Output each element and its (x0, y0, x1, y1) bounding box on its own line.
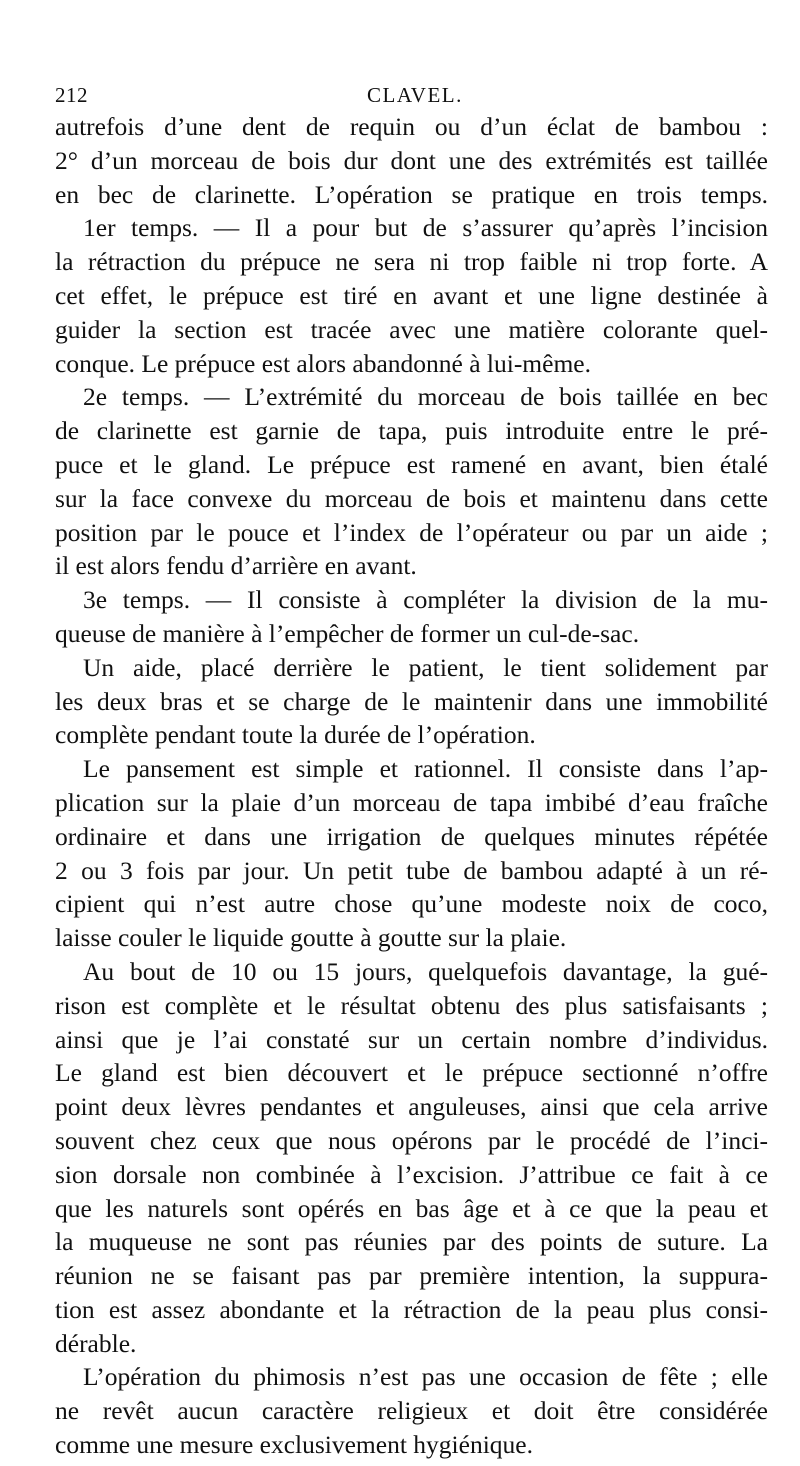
running-head: CLAVEL. (367, 83, 463, 107)
text-line: guider la section est tracée avec une matière colorante quel- (55, 314, 768, 344)
text-line: en bec de clarinette. L’opération se pratique en trois temps. (55, 179, 768, 209)
text-line: dérable. (55, 1328, 137, 1358)
text-line: sur la face convexe du morceau de bois et maintenu dans cette (55, 483, 768, 513)
text-line: de clarinette est garnie de tapa, puis introduite entre le pré- (55, 416, 768, 446)
text-line: sion dorsale non combinée à l’excision. J’attribue ce fait à ce (55, 1159, 768, 1189)
text-line: complète pendant toute la durée de l’opération. (55, 720, 536, 750)
text-line: ordinaire et dans une irrigation de quelques minutes répétée (55, 821, 768, 851)
text-line: ne revêt aucun caractère religieux et doit être considérée (55, 1396, 768, 1426)
text-line: L’opération du phimosis n’est pas une occasion de fête ; elle (83, 1362, 768, 1392)
text-line: cipient qui n’est autre chose qu’une modeste noix de coco, (55, 889, 768, 919)
text-line: laisse couler le liquide goutte à goutte sur la plaie. (55, 923, 567, 953)
text-line: Un aide, placé derrière le patient, le tient solidement par (83, 652, 768, 682)
text-line: conque. Le prépuce est alors abandonné à lui-même. (55, 348, 591, 378)
text-line: puce et le gland. Le prépuce est ramené en avant, bien étalé (55, 449, 768, 479)
page-number: 212 (55, 83, 88, 107)
text-line: 1er temps. — Il a pour but de s’assurer qu’après l’incision (83, 213, 768, 243)
text-line: 3e temps. — Il consiste à compléter la division de la mu- (83, 585, 768, 615)
text-line: Au bout de 10 ou 15 jours, quelquefois davantage, la gué- (83, 956, 768, 986)
text-line: rison est complète et le résultat obtenu des plus satisfaisants ; (55, 990, 768, 1020)
text-line: ainsi que je l’ai constaté sur un certain nombre d’individus. (55, 1024, 768, 1054)
text-line: autrefois d’une dent de requin ou d’un éclat de bambou : (55, 112, 768, 141)
text-line: position par le pouce et l’index de l’opérateur ou par un aide ; (55, 517, 768, 547)
text-line: 2° d’un morceau de bois dur dont une des extrémités est taillée (55, 145, 768, 175)
text-line: point deux lèvres pendantes et anguleuses, ainsi que cela arrive (55, 1092, 768, 1122)
body-text (55, 110, 768, 1462)
page-header (55, 83, 755, 113)
text-line: les deux bras et se charge de le maintenir dans une immobilité (55, 686, 768, 716)
text-line: il est alors fendu d’arrière en avant. (55, 551, 417, 581)
text-line: que les naturels sont opérés en bas âge et à ce que la peau et (55, 1193, 768, 1223)
text-line: Le pansement est simple et rationnel. Il consiste dans l’ap- (83, 754, 768, 784)
text-line: réunion ne se faisant pas par première intention, la suppura- (55, 1261, 768, 1291)
text-line: souvent chez ceux que nous opérons par le procédé de l’inci- (55, 1125, 768, 1155)
text-line: tion est assez abondante et la rétraction de la peau plus consi- (55, 1294, 768, 1324)
text-line: 2 ou 3 fois par jour. Un petit tube de bambou adapté à un ré- (55, 855, 768, 885)
text-line: la muqueuse ne sont pas réunies par des points de suture. La (55, 1227, 768, 1257)
text-line: queuse de manière à l’empêcher de former un cul-de-sac. (55, 618, 640, 648)
text-line: plication sur la plaie d’un morceau de tapa imbibé d’eau fraîche (55, 787, 768, 817)
text-line: 2e temps. — L’extrémité du morceau de bois taillée en bec (83, 382, 768, 412)
text-line: la rétraction du prépuce ne sera ni trop faible ni trop forte. A (55, 247, 768, 277)
text-line: cet effet, le prépuce est tiré en avant et une ligne destinée à (55, 280, 768, 310)
text-line: Le gland est bien découvert et le prépuce sectionné n’offre (55, 1058, 768, 1088)
text-line: comme une mesure exclusivement hygiénique. (55, 1430, 533, 1460)
